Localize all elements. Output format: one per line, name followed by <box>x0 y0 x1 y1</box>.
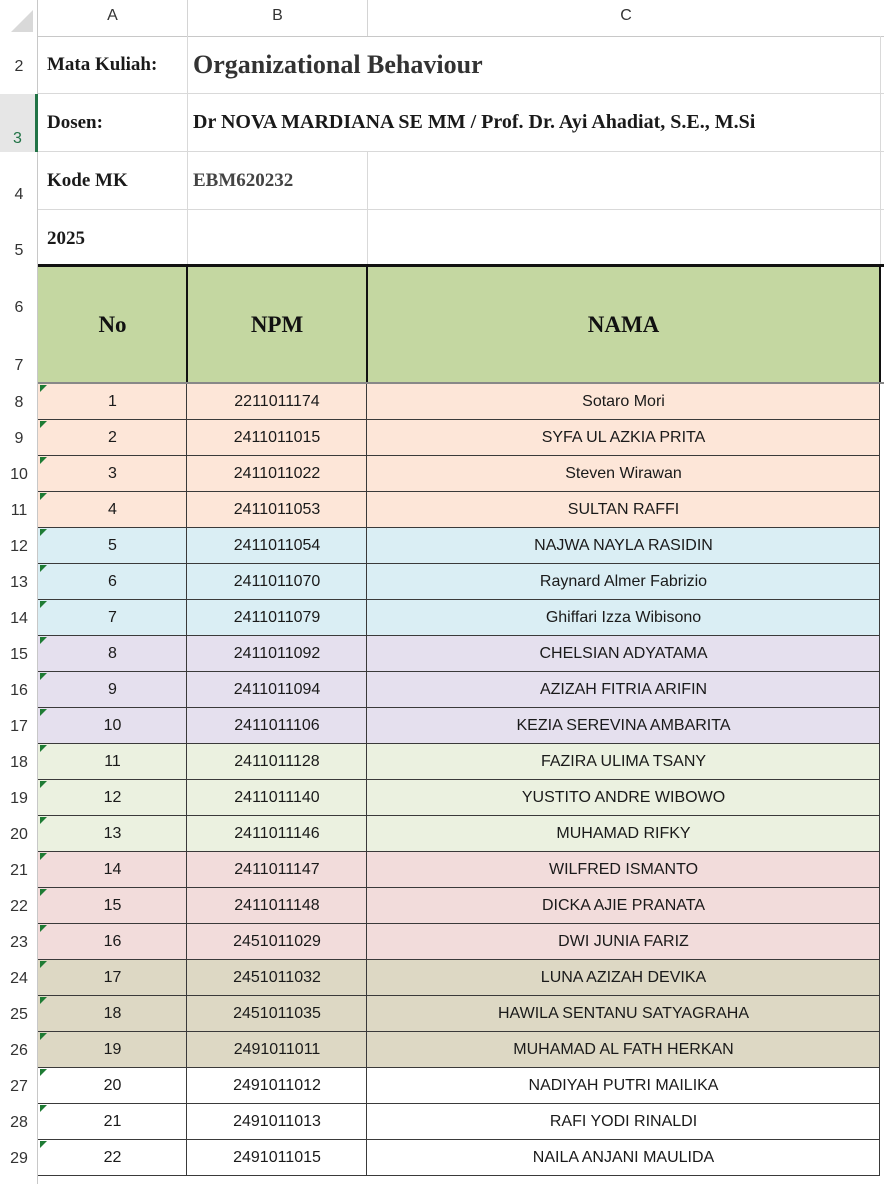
cell-no[interactable]: 19 <box>103 1041 122 1058</box>
table-row[interactable] <box>38 1104 880 1140</box>
table-row[interactable] <box>38 600 880 636</box>
row-header[interactable]: 16 <box>10 682 28 699</box>
select-all-corner[interactable] <box>0 0 38 36</box>
cell-no[interactable]: 11 <box>104 753 121 770</box>
cell-npm[interactable]: 2451011029 <box>233 933 321 950</box>
cell-no[interactable]: 7 <box>108 609 117 626</box>
error-indicator-icon[interactable] <box>40 925 47 932</box>
error-indicator-icon[interactable] <box>40 529 47 536</box>
lecturer-label: Dosen: <box>47 112 103 133</box>
cell-npm[interactable]: 2491011012 <box>233 1077 321 1094</box>
table-row[interactable] <box>38 456 880 492</box>
column-header-a[interactable]: A <box>38 0 188 36</box>
table-row[interactable] <box>38 564 880 600</box>
cell-npm[interactable]: 2491011015 <box>233 1149 321 1166</box>
table-row[interactable] <box>38 1068 880 1104</box>
cell-nama[interactable]: MUHAMAD RIFKY <box>556 825 691 842</box>
cell-no[interactable]: 13 <box>103 825 122 842</box>
row-header[interactable]: 17 <box>10 718 28 735</box>
table-row[interactable] <box>38 780 880 816</box>
row-header-6[interactable]: 6 <box>14 299 24 316</box>
error-indicator-icon[interactable] <box>40 493 47 500</box>
cell-nama[interactable]: DWI JUNIA FARIZ <box>558 933 689 950</box>
error-indicator-icon[interactable] <box>40 781 47 788</box>
column-title-nama[interactable]: NAMA <box>587 312 660 337</box>
cell-npm[interactable]: 2411011146 <box>234 825 320 842</box>
cell-npm[interactable]: 2411011079 <box>233 609 321 626</box>
cell-no[interactable]: 20 <box>103 1077 122 1094</box>
table-row[interactable] <box>38 492 880 528</box>
table-row[interactable] <box>38 672 880 708</box>
cell-nama[interactable]: AZIZAH FITRIA ARIFIN <box>539 681 708 698</box>
error-indicator-icon[interactable] <box>40 673 47 680</box>
cell-npm[interactable]: 2411011147 <box>234 861 320 878</box>
row-header[interactable]: 15 <box>10 646 28 663</box>
table-row[interactable] <box>38 420 880 456</box>
cell-npm[interactable]: 2411011092 <box>233 645 321 662</box>
gridline <box>367 151 368 266</box>
table-row[interactable] <box>38 852 880 888</box>
cell-npm[interactable]: 2211011174 <box>234 393 320 410</box>
row-header[interactable]: 9 <box>14 430 24 447</box>
row-header[interactable]: 11 <box>10 502 28 519</box>
table-row[interactable] <box>38 708 880 744</box>
error-indicator-icon[interactable] <box>40 601 47 608</box>
row-header[interactable]: 23 <box>10 934 28 951</box>
gridline <box>38 93 884 94</box>
table-row[interactable] <box>38 528 880 564</box>
error-indicator-icon[interactable] <box>40 1105 47 1112</box>
error-indicator-icon[interactable] <box>40 565 47 572</box>
column-header-c[interactable]: C <box>620 7 632 24</box>
cell-no[interactable]: 3 <box>108 465 117 482</box>
cell-nama[interactable]: KEZIA SEREVINA AMBARITA <box>516 717 731 734</box>
cell-nama[interactable]: Sotaro Mori <box>582 393 665 410</box>
cell-npm[interactable]: 2411011140 <box>234 789 320 806</box>
cell-npm[interactable]: 2491011013 <box>233 1113 321 1130</box>
row-header[interactable]: 19 <box>10 790 28 807</box>
row-header[interactable]: 26 <box>10 1042 28 1059</box>
row-header[interactable]: 25 <box>10 1006 28 1023</box>
cell-npm[interactable]: 2411011015 <box>233 429 321 446</box>
table-row[interactable] <box>38 996 880 1032</box>
cell-nama[interactable]: Ghiffari Izza Wibisono <box>545 609 702 626</box>
academic-year[interactable]: 2025 <box>47 228 85 249</box>
lecturer-names[interactable]: Dr NOVA MARDIANA SE MM / Prof. Dr. Ayi Ahadiat, S.E., M.Si <box>193 111 756 133</box>
cell-no[interactable]: 17 <box>103 969 122 986</box>
cell-no[interactable]: 14 <box>103 861 122 878</box>
table-row[interactable] <box>38 744 880 780</box>
cell-npm[interactable]: 2451011032 <box>233 969 321 986</box>
cell-npm[interactable]: 2411011106 <box>234 717 320 734</box>
column-title-no[interactable]: No <box>98 312 127 337</box>
cell-nama[interactable]: MUHAMAD AL FATH HERKAN <box>513 1041 734 1058</box>
row-header[interactable]: 21 <box>10 862 28 879</box>
row-header[interactable]: 29 <box>10 1150 28 1167</box>
error-indicator-icon[interactable] <box>40 637 47 644</box>
gridline <box>38 151 884 152</box>
cell-nama[interactable]: NADIYAH PUTRI MAILIKA <box>528 1077 719 1094</box>
row-header[interactable]: 28 <box>10 1114 28 1131</box>
cell-nama[interactable]: NAJWA NAYLA RASIDIN <box>534 537 713 554</box>
gridline <box>880 36 881 266</box>
cell-no[interactable]: 16 <box>103 933 122 950</box>
cell-nama[interactable]: LUNA AZIZAH DEVIKA <box>540 969 707 986</box>
row-header[interactable]: 20 <box>10 826 28 843</box>
table-row[interactable] <box>38 636 880 672</box>
cell-no[interactable]: 2 <box>108 429 117 446</box>
cell-npm[interactable]: 2411011053 <box>233 501 321 518</box>
table-row[interactable] <box>38 960 880 996</box>
table-row[interactable] <box>38 1032 880 1068</box>
cell-nama[interactable]: CHELSIAN ADYATAMA <box>539 645 708 662</box>
error-indicator-icon[interactable] <box>40 817 47 824</box>
cell-no[interactable]: 18 <box>103 1005 122 1022</box>
error-indicator-icon[interactable] <box>40 889 47 896</box>
row-header-4[interactable]: 4 <box>14 186 24 203</box>
row-header[interactable]: 22 <box>10 898 28 915</box>
row-header[interactable]: 18 <box>10 754 28 771</box>
cell-nama[interactable]: Raynard Almer Fabrizio <box>539 573 708 590</box>
row-header[interactable]: 12 <box>10 538 28 555</box>
cell-no[interactable]: 9 <box>108 681 117 698</box>
course-label: Mata Kuliah: <box>47 54 158 75</box>
cell-nama[interactable]: YUSTITO ANDRE WIBOWO <box>521 789 726 806</box>
row-header-5[interactable]: 5 <box>14 242 24 259</box>
cell-npm[interactable]: 2411011070 <box>233 573 321 590</box>
row-header[interactable]: 10 <box>10 466 28 483</box>
cell-nama[interactable]: DICKA AJIE PRANATA <box>541 897 705 914</box>
cell-npm[interactable]: 2491011011 <box>233 1041 321 1058</box>
gridline <box>187 36 188 266</box>
error-indicator-icon[interactable] <box>40 457 47 464</box>
cell-nama[interactable]: HAWILA SENTANU SATYAGRAHA <box>497 1005 749 1022</box>
row-header[interactable]: 8 <box>14 394 24 411</box>
cell-npm[interactable]: 2451011035 <box>233 1005 321 1022</box>
cell-npm[interactable]: 2411011022 <box>233 465 321 482</box>
table-row[interactable] <box>38 888 880 924</box>
error-indicator-icon[interactable] <box>40 421 47 428</box>
cell-nama[interactable]: SULTAN RAFFI <box>567 501 680 518</box>
course-name[interactable]: Organizational Behaviour <box>193 50 483 79</box>
cell-no[interactable]: 22 <box>103 1149 122 1166</box>
error-indicator-icon[interactable] <box>40 1033 47 1040</box>
cell-no[interactable]: 15 <box>103 897 122 914</box>
cell-npm[interactable]: 2411011054 <box>233 537 321 554</box>
error-indicator-icon[interactable] <box>40 961 47 968</box>
course-code[interactable]: EBM620232 <box>193 170 294 191</box>
column-title-npm[interactable]: NPM <box>250 312 304 337</box>
column-header-b[interactable]: B <box>188 0 368 36</box>
row-header-2[interactable]: 2 <box>14 58 24 75</box>
error-indicator-icon[interactable] <box>40 997 47 1004</box>
row-header-7[interactable]: 7 <box>14 357 24 374</box>
table-row[interactable] <box>38 384 880 420</box>
cell-no[interactable]: 6 <box>108 573 117 590</box>
row-header[interactable]: 14 <box>10 610 28 627</box>
error-indicator-icon[interactable] <box>40 745 47 752</box>
cell-nama[interactable]: FAZIRA ULIMA TSANY <box>540 753 707 770</box>
cell-npm[interactable]: 2411011094 <box>233 681 321 698</box>
cell-no[interactable]: 4 <box>108 501 117 518</box>
row-header[interactable]: 27 <box>10 1078 28 1095</box>
row-header-3[interactable]: 3 <box>0 94 38 152</box>
cell-nama[interactable]: RAFI YODI RINALDI <box>549 1113 698 1130</box>
cell-border <box>38 1175 880 1176</box>
cell-nama[interactable]: SYFA UL AZKIA PRITA <box>541 429 706 446</box>
cell-no[interactable]: 5 <box>108 537 117 554</box>
cell-nama[interactable]: WILFRED ISMANTO <box>548 861 699 878</box>
error-indicator-icon[interactable] <box>40 709 47 716</box>
table-row[interactable] <box>38 816 880 852</box>
error-indicator-icon[interactable] <box>40 385 47 392</box>
select-all-triangle-icon <box>11 10 33 32</box>
cell-nama[interactable]: NAILA ANJANI MAULIDA <box>532 1149 715 1166</box>
error-indicator-icon[interactable] <box>40 1141 47 1148</box>
error-indicator-icon[interactable] <box>40 1069 47 1076</box>
cell-no[interactable]: 10 <box>103 717 122 734</box>
row-header[interactable]: 13 <box>10 574 28 591</box>
gridline <box>38 209 884 210</box>
table-row[interactable] <box>38 924 880 960</box>
error-indicator-icon[interactable] <box>40 853 47 860</box>
cell-no[interactable]: 1 <box>108 393 117 410</box>
cell-no[interactable]: 8 <box>108 645 117 662</box>
table-row[interactable] <box>38 1140 880 1176</box>
row-header[interactable]: 24 <box>10 970 28 987</box>
course-code-label: Kode MK <box>47 170 128 191</box>
cell-no[interactable]: 12 <box>103 789 122 806</box>
cell-npm[interactable]: 2411011128 <box>234 753 320 770</box>
cell-no[interactable]: 21 <box>103 1113 122 1130</box>
cell-npm[interactable]: 2411011148 <box>234 897 320 914</box>
cell-nama[interactable]: Steven Wirawan <box>565 465 682 482</box>
